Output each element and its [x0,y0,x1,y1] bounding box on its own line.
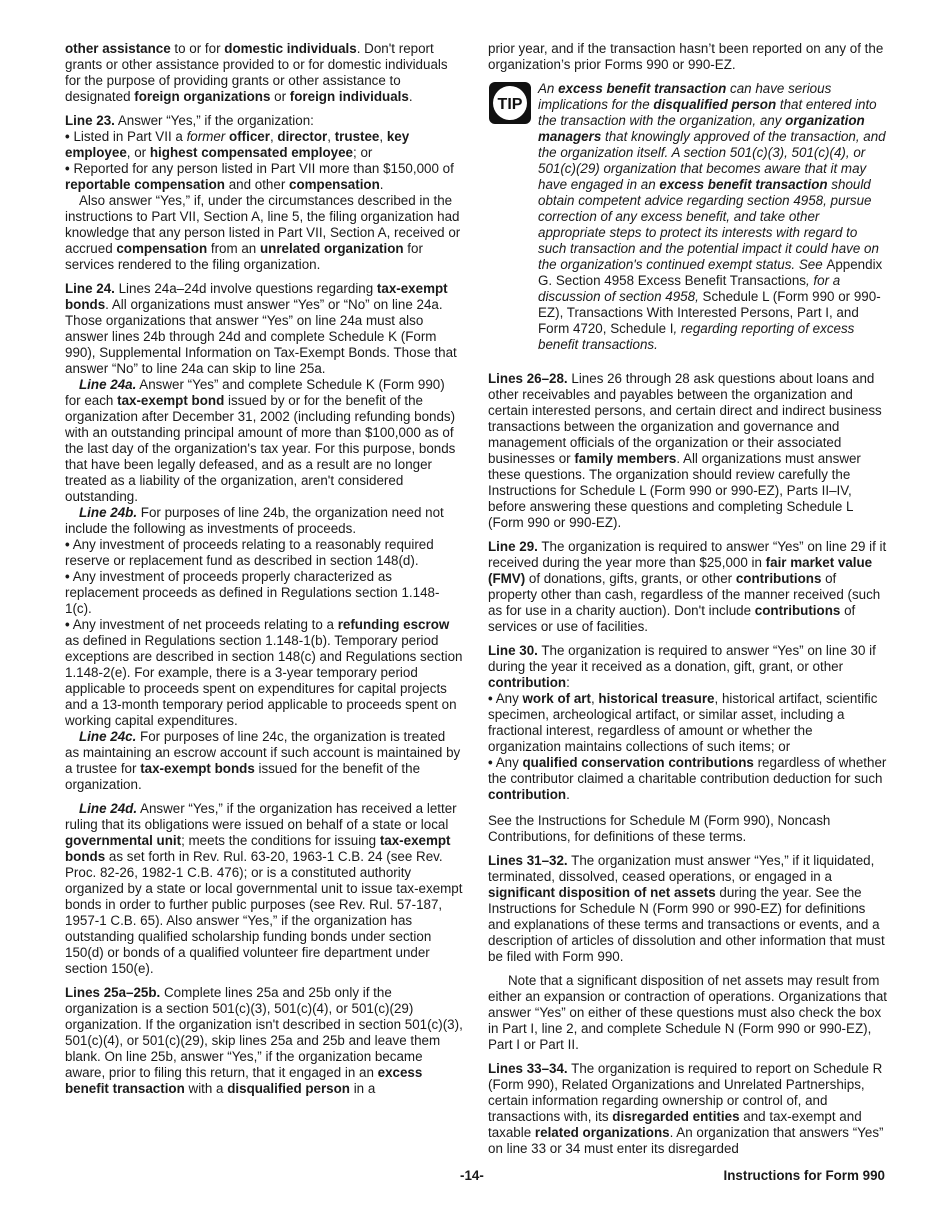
line-23-bullet-2: • Reported for any person listed in Part VII more than $150,000 of reportable compensation and other compensation. [65,161,454,192]
line-23-also: Also answer “Yes,” if, under the circumstances described in the instructions to Part VII, Section A, line 5, the filing organization had knowledge that any person listed in Part VII, Section A, received or accrued compensation from an unrelated organization for services rendered to the filing organization. [65,193,461,272]
continued-paragraph: prior year, and if the transaction hasn’t been reported on any of the organization’s prior Forms 990 or 990-EZ. [488,41,884,72]
left-column [65,41,463,1105]
tip-box [488,81,888,353]
line-24: Line 24. Lines 24a–24d involve questions regarding tax-exempt bonds. All organizations must answer “Yes” or “No” on line 24a. Those organizations that answer “Yes” on line 24a must also answer lines 24b through 24d and complete Schedule K (Form 990), Supplemental Information on Tax-Exempt Bonds. Those that answer “No” to line 24a can skip to line 25a. [65,281,457,376]
lines-31-32: Lines 31–32. The organization must answer “Yes,” if it liquidated, terminated, dissolved, ceased operations, or engaged in a significant disposition of net assets during the year. See the Instructions for Schedule N (Form 990 or 990-EZ) for definitions and explanations of these terms and transactions or events, and a description of articles of dissolution and other information that must be filed with Form 990. [488,853,885,964]
line-23-bullet-1: • Listed in Part VII a former officer, director, trustee, key employee, or highest compensated employee; or [65,129,410,160]
tip-label: TIP [497,96,523,113]
tip-badge-graphic [488,81,532,125]
lines-33-34: Lines 33–34. The organization is required to report on Schedule R (Form 990), Related Organizations and Unrelated Partnerships, certain information regarding ownership or control of, and transactions with, its disregarded entities and tax-exempt and taxable related organizations. An organization that answers “Yes” on line 33 or 34 must enter its disregarded [488,1061,884,1156]
line-24b-bullet-1: • Any investment of proceeds relating to a reasonably required reserve or replacement fund as described in section 148(d). [65,537,434,568]
line-24b: Line 24b. For purposes of line 24b, the organization need not include the following as investments of proceeds. [65,505,444,536]
line-24b-bullet-3: • Any investment of net proceeds relating to a refunding escrow as defined in Regulations section 1.148-1(b). Temporary period exceptions are described in section 148(c) and Regulations section 1.148-2(e). For example, there is a 3-year temporary period applicable to proceeds spent on expenditures for capital projects and a 13-month temporary period applicable to proceeds spent on working capital expenditures. [65,617,463,728]
line-30: Line 30. The organization is required to answer “Yes” on line 30 if during the year it received as a donation, gift, grant, or other contribution: [488,643,876,690]
lines-25a-25b: Lines 25a–25b. Complete lines 25a and 25b only if the organization is a section 501(c)(3), 501(c)(4), or 501(c)(29) organization. If the organization isn't described in section 501(c)(3), 501(c)(4), or 501(c)(29), skip lines 25a and 25b and leave them blank. On line 25b, answer “Yes,” if the organization became aware, prior to filing this return, that it engaged in an excess benefit transaction with a disqualified person in a [65,985,463,1096]
footer-title: Instructions for Form 990 [723,1168,885,1183]
lines-26-28: Lines 26–28. Lines 26 through 28 ask questions about loans and other receivables and payables between the organization and certain interested persons, and certain direct and indirect business transactions between the organization and governance and management officials of the organization or their associated businesses or family members. All organizations must answer these questions. The organization should review carefully the Instructions for Schedule L (Form 990 or 990-EZ), Parts II–IV, before answering these questions and completing Schedule L (Form 990 or 990-EZ). [488,371,882,530]
line-24d: Line 24d. Answer “Yes,” if the organization has received a letter ruling that its obligations were issued on behalf of a state or local governmental unit; meets the conditions for issuing tax-exempt bonds as set forth in Rev. Rul. 63-20, 1963-1 C.B. 24 (see Rev. Proc. 82-26, 1982-1 C.B. 476); or is a constituted authority organized by a state or local governmental unit to issue tax-exempt bonds in order to further public purposes (see Rev. Rul. 57-187, 1957-1 C.B. 65). Also answer “Yes,” if the organization has outstanding qualified scholarship funding bonds under section 150(d) or bonds of a qualified volunteer fire department under section 150(e). [65,801,463,976]
line-23-heading: Line 23. Answer “Yes,” if the organization: [65,113,314,128]
line-30-bullet-1: • Any work of art, historical treasure, historical artifact, scientific specimen, archeological artifact, or similar asset, including a fractional interest, regardless of amount or whether the organization maintains collections of such items; or [488,691,878,754]
line-30-bullet-2: • Any qualified conservation contributions regardless of whether the contributor claimed a charitable contribution deduction for such contribution. [488,755,887,802]
line-30-see: See the Instructions for Schedule M (Form 990), Noncash Contributions, for definitions of these terms. [488,813,831,844]
line-24a: Line 24a. Answer “Yes” and complete Schedule K (Form 990) for each tax-exempt bond issued by or for the benefit of the organization after December 31, 2002 (including refunding bonds) with an outstanding principal amount of more than $100,000 as of the last day of the organization's tax year. For this purpose, bonds that have been legally defeased, and as a result are no longer treated as a liability of the organization, aren't considered outstanding. [65,377,456,504]
tip-icon [488,81,532,125]
right-column [488,41,888,1165]
line-24b-bullet-2: • Any investment of proceeds properly characterized as replacement proceeds as defined in Regulations section 1.148-1(c). [65,569,440,616]
line-29: Line 29. The organization is required to answer “Yes” on line 29 if it received during the year more than $25,000 in fair market value (FMV) of donations, gifts, grants, or other contributions of property other than cash, regardless of the manner received (such as for use in a charity auction). Don't include contributions of services or use of facilities. [488,539,887,634]
line-24c: Line 24c. For purposes of line 24c, the organization is treated as maintaining an escrow account if such account is maintained by a trustee for tax-exempt bonds issued for the benefit of the organization. [65,729,461,792]
tip-text: An excess benefit transaction can have serious implications for the disqualified person that entered into the transaction with the organization, any organization managers that knowingly approved of the transaction, and the organization itself. A section 501(c)(3), 501(c)(4), or 501(c)(29) organization that becomes aware that it may have engaged in an excess benefit transaction should obtain competent advice regarding section 4958, pursue correction of any excess benefit, and take other appropriate steps to protect its interests with regard to such transaction and the potential impact it could have on the organization's continued exempt status. See Appendix G. Section 4958 Excess Benefit Transactions, for a discussion of section 4958, Schedule L (Form 990 or 990-EZ), Transactions With Interested Persons, Part I, and Form 4720, Schedule I, regarding reporting of excess benefit transactions. [538,81,886,352]
lines-31-32-note: Note that a significant disposition of net assets may result from either an expansion or contraction of operations. Organizations that answer “Yes” on either of these questions must also check the box in Part I, line 2, and complete Schedule N (Form 990 or 990-EZ), Part I or Part II. [488,973,887,1052]
paragraph-other-assistance: other assistance to or for domestic individuals. Don't report grants or other assistance provided to or for domestic individuals for the purpose of providing grants or other assistance to designated foreign organizations or foreign individuals. [65,41,448,104]
page-number: -14- [460,1168,484,1183]
